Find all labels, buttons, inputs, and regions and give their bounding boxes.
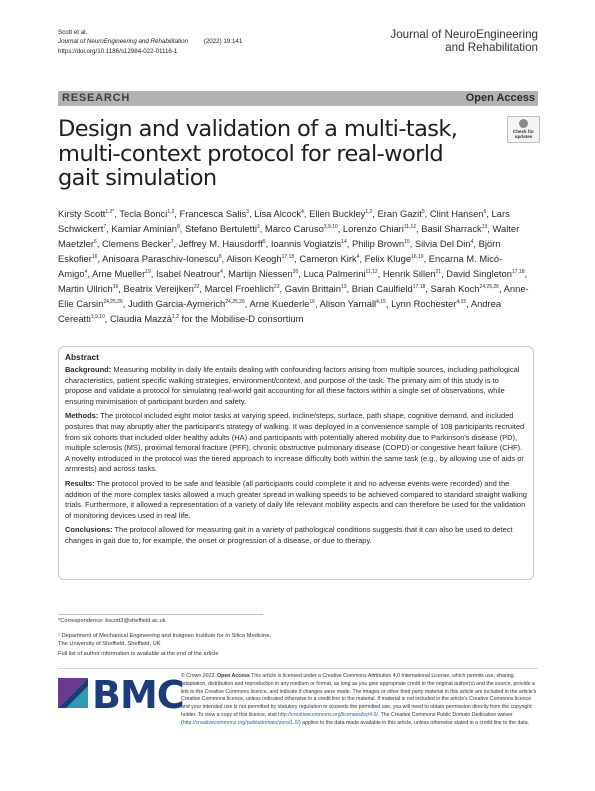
license-divider [58,668,538,669]
author-name: Kamiar Aminian [111,223,177,235]
author-name: Anisoara Paraschiv-Ionescu [102,253,219,265]
license-open-access: Open Access [217,673,250,679]
author-name: Kirsty Scott [58,208,106,220]
background-text: Measuring mobility in daily life entails dealing with confounding factors arising from multiple sources, including pathological characteristics, patient specific walking strategies, environment/context, and purpose of the task. The primary aim of this study is to propose and validate a protocol for simulating real-world gait accounting for all these factors within a single set of observations, while ensuring minimisation of participant burden and safety. [65,365,520,406]
author-affiliation: 4 [301,209,304,215]
header-journal: Journal of NeuroEngineering and Rehabilitation [58,38,189,46]
author-affiliation: 3 [256,224,260,231]
author-affiliation: 24,25,26 [479,284,499,291]
open-access-label: Open Access [465,92,535,104]
author-name: Stefano Bertuletti [184,223,257,235]
author-name: Beatrix Vereijken [123,283,194,295]
author-name: Basil Sharrack [421,223,482,235]
author-name: Arne Kuederle [249,298,310,310]
article-type-label: RESEARCH [62,92,131,104]
author-name: Ellen Buckley [309,208,366,220]
methods-label: Methods: [65,411,99,421]
journal-name-line1: Journal of NeuroEngineering [390,28,538,41]
author-list: Kirsty Scott$^{1,2*}$, Tecla Bonci$^{1,2}$, Francesca Salis$^3$, Lisa Alcock$^4$, Ellen Buckley$^{1,2}$, Eran Gazit$^5$, Clint Hansen$^6$, Lars Schwickert$^7$, Kamiar Aminian$^8$, Stefano Bertuletti$^3$, Marco Caruso$^{3,9,10}$, Lorenzo Chiari$^{11,12}$, Basil Sharrack$^{13}$, Walter Maetzler$^6$, Clemens Becker$^7$, Jeffrey M. Hausdorff$^5$, Ioannis Vogiatzis$^{14}$, Philip Brown$^{15}$, Silvia Del Din$^4$, Björn Eskofier$^{16}$, Anisoara Paraschiv-Ionescu$^8$, Alison Keogh$^{17,18}$, Cameron Kirk$^4$, Felix Kluge$^{16,19}$, Encarna M. Micó-Amigo$^4$, Arne Mueller$^{19}$, Isabel Neatrour$^4$, Martijn Niessen$^{20}$, Luca Palmerini$^{11,12}$, Henrik Sillen$^{21}$, David Singleton$^{17,18}$, Martin Ullrich$^{16}$, Beatrix Vereijken$^{22}$, Marcel Froehlich$^{23}$, Gavin Brittain$^{13}$, Brian Caulfield$^{17,18}$, Sarah Koch$^{24,25,26}$, Anne-Elie Carsin$^{24,25,26}$, Judith Garcia-Aymerich$^{24,25,26}$, Arne Kuederle$^{16}$, Alison Yarnall$^{4,15}$, Lynn Rochester$^{4,15}$, Andrea Cereatti$^{3,9,10}$, Claudia Mazzà$^{1,2}$ for the Mobilise-D consortium [58,208,529,325]
author-affiliation: 4 [470,239,474,246]
author-affiliation: 4,15 [376,299,386,306]
author-affiliation: 13 [340,284,347,291]
results-label: Results: [65,478,95,488]
author-affiliation: 17,18 [281,254,295,261]
author-name: Henrik Sillen [382,268,436,280]
abstract-results [65,479,527,521]
author-affiliation: 6 [483,209,487,215]
author-name: Alison Yarnall [319,298,377,310]
author-affiliation: 4 [220,269,223,276]
author-affiliation: 16 [112,284,119,291]
author-affiliation: 17,18 [412,284,426,291]
header-authors: Scott et al. [58,29,88,36]
author-name: Judith Garcia-Aymerich [128,298,226,310]
author-affiliation: 1,2* [105,209,115,215]
author-name: Philip Brown [351,238,405,250]
license-end: ) applies to the data made available in this article, unless otherwise stated in a credit line to the data. [298,719,530,726]
author-affiliation: 3,9,10 [90,314,105,321]
author-name: Tecla Bonci [119,208,168,220]
methods-text: The protocol included eight motor tasks at varying speed, incline/steps, surface, path shape, cognitive demand, and included postures that may abruptly alter the participant's strategy of walking. It was deployed in a convenience sample of 108 participants recruited from six cohorts that included older healthy adults (HA) and participants with potentially altered mobility due to Parkinson's disease (PD), multiple sclerosis (MS), proximal femoral fracture (PFF), chronic obstructive pulmonary disease (COPD) or congestive heart failure (CHF). A novelty introduced in the protocol was the tiered approach to increase difficulty both within the same task (e.g., by allowing use of aids or armrests) and across tasks. [65,411,525,474]
author-affiliation: 4 [84,269,88,276]
author-name: Sarah Koch [430,283,480,295]
author-affiliation: 20 [292,269,299,276]
conclusions-label: Conclusions: [65,525,113,535]
results-text: The protocol proved to be safe and feasible (all participants could complete it and no adverse events were recorded) and the addition of the more complex tasks allowed a much greater spread in walking speeds to be achieved compared to standard straight walking trials. Furthermore, it allowed a representation of a variety of daily life relevant mobility aspects and can therefore be used for the validation of monitoring devices used in real life. [65,478,527,520]
bookmark-icon [519,119,528,128]
author-affiliation: 19 [145,269,151,276]
author-name: Eran Gazit [377,208,422,220]
author-affiliation: 15 [404,239,410,246]
bmc-logo-mark-icon [58,678,88,708]
author-affiliation: 24,25,26 [103,299,123,306]
author-affiliation: 14 [341,239,347,246]
author-affiliation: 11,12 [365,269,378,276]
author-name: Lars Schwickert [58,208,510,235]
author-name: Silvia Del Din [414,238,471,250]
author-affiliation: 17,18 [511,269,525,276]
author-name: Lynn Rochester [391,298,457,310]
author-affiliation: 1,2 [171,314,179,321]
abstract-heading: Abstract [65,352,99,362]
author-name: Felix Kluge [364,253,412,265]
author-name: Lisa Alcock [254,208,302,220]
article-title: Design and validation of a multi-task, multi-context protocol for real-world gait simulation [58,116,458,191]
author-affiliation: 5 [421,209,425,215]
author-affiliation: 8 [218,254,222,261]
author-affiliation: 3,9,10 [323,224,338,231]
cc-by-link[interactable]: http://creativecommons.org/licenses/by/4.0/ [278,711,378,718]
author-name: Marco Caruso [264,223,324,235]
badge-line2: updates [514,134,533,139]
author-affiliation: 8 [176,224,180,231]
author-name: Lorenzo Chiari [342,223,404,235]
author-affiliation: 16 [309,299,315,306]
author-name: Brian Caulfield [351,283,413,295]
author-name: Martin Ullrich [58,283,113,295]
badge-line1: Check for [512,129,535,134]
license-prefix: © Crown 2022. [181,673,218,679]
journal-name-line2: and Rehabilitation [445,41,538,54]
author-affiliation: 1,2 [167,209,175,215]
license-text: This article is licensed under a Creative Commons Attribution 4.0 International License, which permits use, sharing, adaptation, distribution and reproduction in any medium or format, as long as you give appropriate credit to the original author(s) and the source, provide a link to the Creative Commons licence, and indicate if changes were made. The images or other third party material in this article are included in the article's Creative Commons licence, unless indicated otherwise in a credit line to the material. If material is not included in the article's Creative Commons licence and your intended use is not permitted by statutory regulation or exceeds the permitted use, you will need to obtain permission directly from the copyright holder. To view a copy of this licence, visit [181,673,537,718]
author-affiliation: 3 [246,209,249,215]
author-affiliation: 11,12 [403,224,417,231]
affiliation-footnote: ¹ Department of Mechanical Engineering and Insigneo Institute for In Silico Medicine, The University of Sheffield, Sheffield, UK [58,633,272,648]
author-name: Jeffrey M. Hausdorff [178,238,263,250]
author-name: Isabel Neatrour [156,268,221,280]
author-affiliation: 7 [103,224,107,231]
license-statement [181,673,538,728]
author-affiliation: 21 [435,269,442,276]
author-affiliation: 1,2 [365,209,373,215]
background-label: Background: [65,365,112,374]
author-name: Andrea Cereatti [58,298,502,325]
author-name: Walter Maetzler [58,223,520,250]
journal-name [390,28,538,54]
author-name: Clemens Becker [101,238,171,250]
correspondence-footnote: *Correspondence: kscott3@sheffield.ac.uk [58,618,166,624]
author-name: Alison Keogh [226,253,282,265]
author-affiliation: 6 [93,239,97,246]
author-info-footnote: Full list of author information is available at the end of the article [58,651,219,657]
author-name: Anne-Elie Carsin [58,283,529,310]
bmc-logo-text: BMC [92,673,184,717]
author-name: Gavin Brittain [284,283,341,295]
author-affiliation: 4 [356,254,360,261]
license-mid: . The Creative Commons Public Domain Dedication waiver ( [181,711,513,726]
conclusions-text: The protocol allowed for measuring gait in a variety of pathological conditions suggests that it can also be used to detect changes in gait due to, for example, the onset or progression of a disease, or due to therapy. [65,525,513,545]
cc-zero-link[interactable]: http://creativecommons.org/publicdomain/zero/1.0/ [182,719,299,726]
author-affiliation: 16 [91,254,98,261]
abstract-conclusions [65,525,527,546]
article-type-bar [58,91,538,106]
abstract-methods [65,411,527,475]
author-name: Encarna M. Micó-Amigo [58,253,503,280]
author-name: Björn Eskofier [58,238,501,265]
author-name: Claudia Mazzà [109,313,172,325]
author-name: Arne Mueller [92,268,146,280]
author-name: Francesca Salis [179,208,247,220]
consortium-name: for the Mobilise-D consortium [181,313,304,325]
author-affiliation: 13 [481,224,488,231]
header-doi-link[interactable]: https://doi.org/10.1186/s12984-022-01116-1 [58,47,178,55]
author-name: David Singleton [446,268,512,280]
author-name: Martijn Niessen [228,268,293,280]
author-affiliation: 23 [273,284,280,291]
abstract-background [65,365,527,407]
author-name: Clint Hansen [429,208,484,220]
author-name: Ioannis Vogiatzis [270,238,342,250]
author-name: Marcel Froehlich [204,283,274,295]
author-affiliation: 7 [170,239,174,246]
running-header [58,28,242,56]
author-affiliation: 16,19 [411,254,424,261]
author-name: Cameron Kirk [299,253,357,265]
author-affiliation: 5 [262,239,266,246]
author-affiliation: 4,15 [456,299,467,306]
author-affiliation: 24,25,26 [225,299,245,306]
check-for-updates-button[interactable] [507,116,540,143]
author-name: Luca Palmerini [303,268,366,280]
author-affiliation: 22 [193,284,200,291]
header-volume: (2022) 19:141 [203,38,243,46]
footnote-divider [58,614,263,615]
abstract-box [58,346,534,580]
